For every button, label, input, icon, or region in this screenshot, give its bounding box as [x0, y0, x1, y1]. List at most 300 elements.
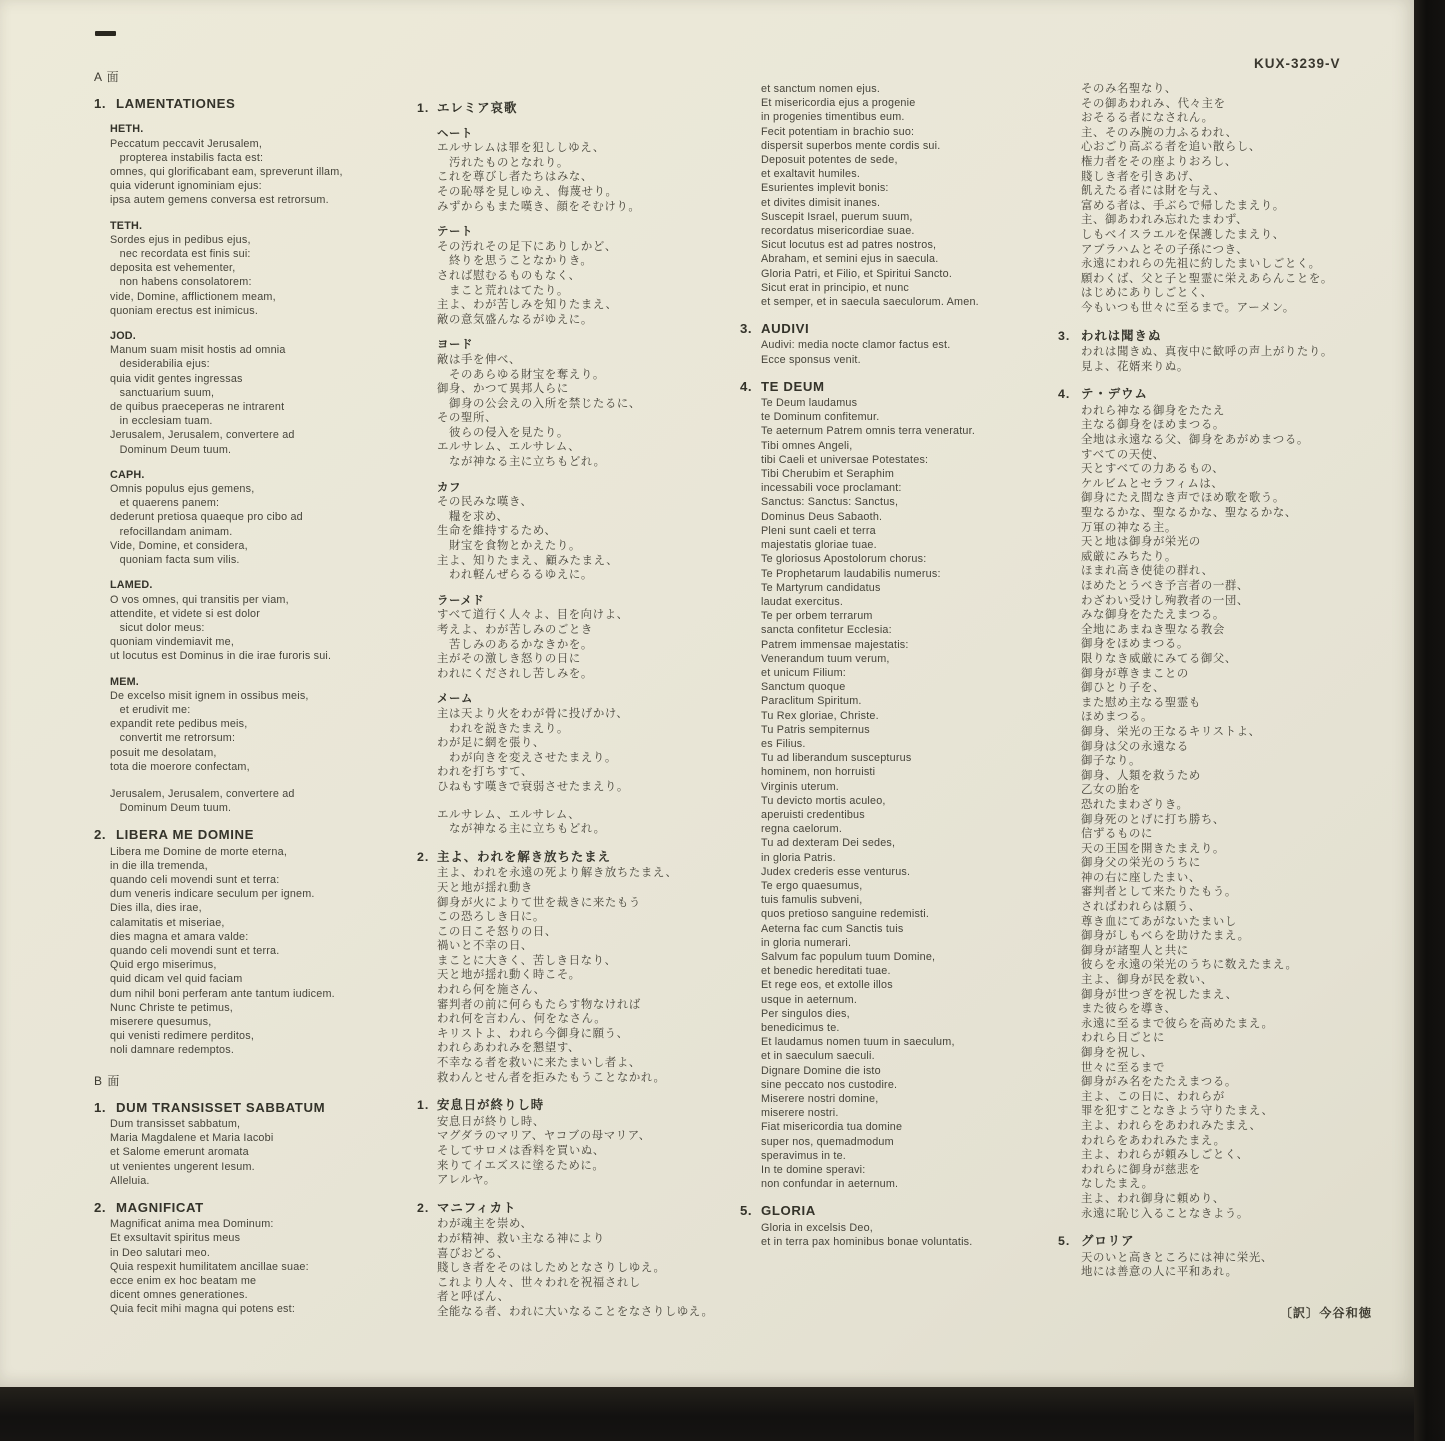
text-line: 主は天より火をわが骨に投げかけ、 [437, 707, 629, 720]
text-line: 御身が尊きまことの [1081, 667, 1189, 680]
text-line: Virginis uterum. [761, 780, 840, 793]
scan-background-bottom [0, 1387, 1414, 1441]
section-heading [94, 97, 414, 111]
text-line: 権力者をその座よりおろし、 [1081, 155, 1237, 168]
text-line: In te domine speravi: [761, 1164, 866, 1177]
section-number: 3. [740, 321, 753, 337]
stanza [1081, 82, 1378, 316]
text-line: te Dominum confitemur. [761, 411, 880, 424]
text-line: われらあわれみを懇望す、 [437, 1042, 580, 1055]
text-line: Tu Patris sempiternus [761, 723, 870, 736]
section-number: 2. [417, 1200, 430, 1215]
text-line: Et exsultavit spiritus meus [110, 1232, 241, 1245]
text-line: その聖所、 [437, 412, 497, 425]
text-line: ut locutus est Dominus in die irae furoris sui. [110, 650, 332, 663]
text-line: qui venisti redimere perditos, [110, 1030, 255, 1043]
text-line: et erudivit me: [110, 703, 191, 716]
text-line: dispersit superbos mente cordis sui. [761, 139, 941, 152]
stanza [437, 353, 737, 470]
text-line: de quibus praeceperas ne intrarent [110, 401, 285, 414]
text-line: 天の王国を開きたまえり。 [1081, 842, 1225, 855]
stanza-heading: MEM. [110, 675, 139, 688]
text-line: まことに大きく、苦しき日なり、 [437, 954, 617, 967]
stanza-heading: テート [437, 226, 473, 239]
text-line: dum veneris indicare seculum per ignem. [110, 888, 315, 901]
section-title: われは聞きぬ [1081, 328, 1162, 343]
text-line: Sordes ejus in pedibus ejus, [110, 233, 251, 246]
text-line: quia vidit gentes ingressas [110, 372, 243, 385]
text-line: わが向きを変えさせたまえり。 [437, 751, 617, 764]
text-line: 全能なる者、われに大いなることをなさりしゆえ。 [437, 1305, 714, 1318]
scan-background-right [1414, 0, 1445, 1441]
text-line: omnes, qui glorificabant eam, spreverunt illam, [110, 166, 343, 179]
text-line: 永遠に至るまで彼らを高めたまえ。 [1081, 1017, 1274, 1030]
text-line: アブラハムとその子孫につき、 [1081, 243, 1249, 256]
text-line: Te ergo quaesumus, [761, 879, 863, 892]
text-line: quando celi movendi sunt et terra. [110, 944, 280, 957]
text-line: なが神なる主に立ちもどれ。 [437, 456, 606, 469]
text-line: in die illa tremenda, [110, 859, 208, 872]
text-line: majestatis gloriae tuae. [761, 539, 877, 552]
text-line: Tu ad liberandum suscepturus [761, 752, 912, 765]
stanza [437, 866, 737, 1085]
text-line: 審判者の前に何らもたらす物なければ [437, 998, 641, 1011]
stanza-heading: メーム [437, 693, 473, 706]
text-line: 罪を犯すことなきよう守りたまえ、 [1081, 1105, 1274, 1118]
text-line: sancta confitetur Ecclesia: [761, 624, 892, 637]
text-line: quoniam vindemiavit me, [110, 636, 235, 649]
text-line: 御身を祝し、 [1081, 1047, 1153, 1059]
text-line: なが神なる主に立ちもどれ。 [437, 823, 606, 836]
stanza [110, 689, 414, 774]
text-line: Peccatum peccavit Jerusalem, [110, 137, 263, 150]
text-line: miserere quesumus, [110, 1015, 212, 1028]
text-line: tota die moerore confectam, [110, 760, 250, 773]
text-line: tuis famulis subveni, [761, 894, 863, 907]
text-line: Te Deum laudamus [761, 397, 858, 410]
text-line: in ecclesiam tuam. [110, 415, 213, 428]
text-line: わが精神、救い主なる神により [437, 1232, 605, 1245]
text-line: 御身死のとげに打ち勝ち、 [1081, 813, 1225, 826]
text-line: ひねもす嘆きで衰弱させたまえり。 [437, 780, 629, 793]
text-line: et semper, et in saecula saeculorum. Amen. [761, 296, 979, 309]
section-title: GLORIA [761, 1203, 816, 1219]
text-line: 主よ、御身が民を救い、 [1081, 974, 1213, 987]
section-title: 主よ、われを解き放ちたまえ [437, 849, 612, 864]
text-line: 賤しき者を引きあげ、 [1081, 170, 1201, 183]
stanza [437, 1115, 737, 1188]
text-line: そしてサロメは香料を買いぬ、 [437, 1145, 605, 1157]
stanza-heading: TETH. [110, 219, 143, 232]
text-line: みな御身をたたえまつる。 [1081, 609, 1225, 622]
stanza [110, 137, 414, 208]
text-line: quoniam facta sum vilis. [110, 554, 240, 567]
text-line: Manum suam misit hostis ad omnia [110, 344, 286, 357]
column-japanese-a [417, 88, 737, 1320]
text-line: expandit rete pedibus meis, [110, 718, 248, 731]
text-line: Te gloriosus Apostolorum chorus: [761, 553, 927, 566]
text-line: 心おごり高ぶる者を追い散らし、 [1081, 141, 1261, 154]
text-line: 御身、人類を救うため [1081, 769, 1201, 782]
text-line: わが足に網を張り、 [437, 737, 545, 750]
text-line: これより人々、世々われを祝福されし [437, 1276, 641, 1289]
text-line: 永遠にわれらの先祖に約したまいしごとく。 [1081, 258, 1321, 271]
text-line: 禍いと不幸の日、 [437, 940, 533, 953]
text-line: キリストよ、われら今御身に願う、 [437, 1027, 629, 1040]
text-line: 尊き血にてあがないたまいし [1081, 915, 1237, 928]
text-line: laudat exercitus. [761, 595, 844, 608]
stanza [110, 593, 414, 664]
text-line: 天と地は御身が栄光の [1081, 536, 1201, 549]
text-line: 喜びおどる、 [437, 1247, 509, 1260]
stanza-heading: カフ [437, 481, 461, 494]
text-line: 永遠に恥じ入ることなきよう。 [1081, 1207, 1249, 1220]
text-line: まこと荒れはてたり。 [437, 284, 569, 297]
section-heading [417, 1201, 737, 1216]
text-line: 全地にあまねき聖なる教会 [1081, 623, 1225, 636]
text-line: 考えよ、わが苦しみのごとき [437, 624, 593, 636]
text-line: Te Prophetarum laudabilis numerus: [761, 567, 941, 580]
text-line: Per singulos dies, [761, 1007, 850, 1020]
text-line: 終りを思うことなかりき。 [437, 255, 593, 268]
text-line: non habens consolatorem: [110, 276, 252, 289]
text-line: すべての天使、 [1081, 448, 1165, 461]
text-line: et divites dimisit inanes. [761, 196, 881, 209]
column-japanese-b [1058, 82, 1378, 1321]
text-line: われを打ちすて、 [437, 766, 534, 779]
text-line: sanctuarium suum, [110, 386, 215, 399]
text-line: ipsa autem gemens conversa est retrorsum. [110, 194, 329, 207]
text-line: われら神なる御身をたたえ [1081, 404, 1225, 417]
text-line: 御身がみ名をたたえまつる。 [1081, 1076, 1237, 1089]
stanza [761, 82, 1055, 309]
text-line: 主よ、わが苦しみを知りたまえ、 [437, 299, 618, 312]
print-registration-mark [95, 31, 116, 36]
stanza [1081, 1251, 1378, 1280]
text-line: はじめにありしごとく、 [1081, 287, 1213, 300]
text-line: 御身は父の永遠なる [1081, 740, 1189, 753]
stanza [437, 707, 737, 795]
text-line: propterea instabilis facta est: [110, 151, 264, 164]
text-line: 敵の意気盛んなるがゆえに。 [437, 313, 593, 326]
text-line: usque in aeternum. [761, 993, 858, 1006]
text-line: Et rege eos, et extolle illos [761, 979, 893, 992]
text-line: attendite, et videte si est dolor [110, 607, 261, 620]
text-line: 主なる御身をほめまつる。 [1081, 419, 1225, 432]
section-title: AUDIVI [761, 321, 810, 337]
text-line: Jerusalem, Jerusalem, convertere ad [110, 787, 295, 800]
text-line: 彼らの侵入を見たり。 [437, 426, 569, 439]
text-line: 全地は永遠なる父、御身をあがめまつる。 [1081, 434, 1309, 447]
text-line: わざわい受けし殉教者の一団、 [1081, 594, 1249, 607]
text-line: et in terra pax hominibus bonae voluntatis. [761, 1235, 973, 1248]
text-line: benedicimus te. [761, 1022, 840, 1034]
text-line: in Deo salutari meo. [110, 1246, 211, 1259]
text-line: その民みな嘆き、 [437, 496, 533, 509]
section-heading [417, 101, 737, 116]
text-line: Sicut erat in principio, et nunc [761, 281, 910, 294]
text-line: エルサレムは罪を犯ししゆえ、 [437, 142, 605, 155]
text-line: 救わんとせん者を拒みたもうことなかれ。 [437, 1071, 666, 1084]
text-line: desiderabilia ejus: [110, 358, 210, 371]
text-line: Paraclitum Spiritum. [761, 695, 862, 708]
stanza-heading: ラーメド [437, 594, 485, 607]
text-line: その汚れその足下にありしかど、 [437, 240, 617, 253]
stanza-heading: JOD. [110, 330, 136, 343]
text-line: Dum transisset sabbatum, [110, 1118, 241, 1130]
text-line: 賤しき者をそのはしためとなさりしゆえ。 [437, 1262, 666, 1275]
text-line: Suscepit Israel, puerum suum, [761, 210, 913, 223]
text-line: 主よ、知りたまえ、顧みたまえ、 [437, 554, 619, 567]
text-line: おそるる者になされん。 [1081, 112, 1214, 125]
text-line: われらをあわれみたまえ。 [1081, 1134, 1226, 1147]
text-line: quos pretioso sanguine redemisti. [761, 908, 930, 921]
text-line: 主、そのみ腕の力ふるわれ、 [1081, 126, 1238, 139]
text-line: sicut dolor meus: [110, 621, 205, 634]
text-line: 地には善意の人に平和あれ。 [1081, 1266, 1238, 1279]
stanza [110, 343, 414, 457]
text-line: 主よ、われを永遠の死より解き放ちたまえ、 [437, 867, 678, 880]
text-line: Deposuit potentes de sede, [761, 154, 898, 167]
catalog-number: KUX-3239-V [1254, 56, 1341, 71]
text-line: speravimus in te. [761, 1149, 847, 1162]
section-title: LIBERA ME DOMINE [116, 827, 255, 843]
text-line: Nunc Christe te petimus, [110, 1001, 234, 1014]
text-line: すべて道行く人々よ、目を向けよ、 [437, 609, 629, 622]
text-line: Jerusalem, Jerusalem, convertere ad [110, 429, 295, 442]
text-line: Tibi Cherubim et Seraphim [761, 468, 895, 481]
section-number: 1. [417, 1098, 430, 1113]
stanza [1081, 345, 1378, 374]
text-line: De excelso misit ignem in ossibus meis, [110, 689, 309, 702]
text-line: マグダラのマリア、ヤコブの母マリア、 [437, 1130, 651, 1143]
section-number: 3. [1058, 328, 1071, 343]
text-line: aperuisti credentibus [761, 808, 865, 821]
stanza-heading: ヘート [437, 127, 473, 140]
stanza-gap [417, 795, 737, 808]
text-line: 不幸なる者を救いに来たまいし者よ、 [437, 1057, 641, 1070]
text-line: 天のいと高きところには神に栄光、 [1081, 1251, 1273, 1264]
text-line: ほめたとうべき予言者の一群、 [1081, 580, 1249, 592]
stanza [761, 1221, 1055, 1249]
text-line: Dignare Domine die isto [761, 1064, 881, 1077]
side-label: A 面 [94, 70, 120, 84]
text-line: さればわれらは願う、 [1081, 901, 1201, 914]
text-line: この日こそ怒りの日、 [437, 925, 557, 938]
text-line: 主がその激しき怒りの日に [437, 653, 581, 666]
text-line: convertit me retrorsum: [110, 732, 236, 745]
text-line: dum nihil boni perferam ante tantum iudicem. [110, 987, 335, 1000]
text-line: deposita est vehementer, [110, 262, 236, 275]
section-title: テ・デウム [1081, 387, 1148, 402]
text-line: Ecce sponsus venit. [761, 353, 861, 366]
text-line: et in saeculum saeculi. [761, 1050, 875, 1063]
text-line: Judex crederis esse venturus. [761, 865, 911, 878]
text-line: dicent omnes generationes. [110, 1289, 248, 1302]
text-line: ケルビムとセラフィムは、 [1081, 477, 1224, 490]
text-line: dederunt pretiosa quaeque pro cibo ad [110, 511, 303, 524]
section-number: 2. [94, 1200, 107, 1216]
text-line: 御身、かつて異邦人らに [437, 383, 569, 396]
column-latin-a [94, 70, 414, 1317]
text-line: Gloria Patri, et Filio, et Spiritui Sancto. [761, 267, 953, 280]
text-line: 万軍の神なる主。 [1081, 521, 1177, 534]
section-number: 1. [94, 1099, 107, 1115]
text-line: Gloria in excelsis Deo, [761, 1221, 874, 1234]
text-line: われらに御身が慈悲を [1081, 1163, 1201, 1176]
text-line: 彼らを永遠の栄光のうちに数えたまえ。 [1081, 959, 1298, 972]
section-heading [740, 322, 1055, 336]
text-line: Sanctum quoque [761, 681, 846, 694]
text-line: 御身、栄光の王なるキリストよ、 [1081, 725, 1261, 738]
text-line: ut venientes ungerent Iesum. [110, 1160, 255, 1173]
stanza [110, 1217, 414, 1316]
text-line: 御身が世つぎを祝したまえ、 [1081, 988, 1238, 1001]
text-line: et quaerens panem: [110, 497, 220, 510]
text-line: in progenies timentibus eum. [761, 111, 905, 124]
text-line: nec recordata est finis sui: [110, 248, 251, 261]
text-line: この恐ろしき日に。 [437, 911, 545, 924]
text-line: われ何を言わん、何をなさん。 [437, 1013, 607, 1026]
text-line: 願わくば、父と子と聖霊に栄えあらんことを。 [1081, 272, 1333, 285]
stanza-heading: HETH. [110, 123, 144, 136]
text-line: エルサレム、エルサレム、 [437, 808, 581, 821]
text-line: Et laudamus nomen tuum in saeculum, [761, 1036, 955, 1049]
section-heading [1058, 329, 1378, 344]
text-line: 御身の公会えの入所を禁じたるに、 [437, 397, 641, 410]
stanza [110, 845, 414, 1058]
section-heading [417, 1098, 737, 1113]
text-line: 信ずるものに [1081, 828, 1153, 841]
text-line: et sanctum nomen ejus. [761, 83, 881, 95]
stanza-heading: CAPH. [110, 468, 145, 481]
stanza [437, 495, 737, 583]
stanza [437, 1217, 737, 1319]
text-line: non confundar in aeternum. [761, 1178, 899, 1191]
section-heading [740, 1204, 1055, 1218]
text-line: 天と地が揺れ動く時こそ。 [437, 969, 581, 982]
text-line: 御身にたえ間なき声でほめ歌を歌う。 [1081, 492, 1285, 505]
text-line: そのみ名聖なり、 [1081, 83, 1177, 95]
text-line: miserere nostri. [761, 1107, 839, 1120]
text-line: Omnis populus ejus gemens, [110, 483, 255, 496]
text-line: ほまれ高き使徒の群れ、 [1081, 565, 1214, 578]
section-heading [1058, 387, 1378, 402]
text-line: 汚れたものとなれり。 [437, 156, 569, 169]
text-line: Tu devicto mortis aculeo, [761, 794, 886, 807]
text-line: 主よ、われらが頼みしごとく、 [1081, 1149, 1249, 1162]
text-line: Abraham, et semini ejus in saecula. [761, 253, 939, 266]
text-line: 飢えたる者には財を与え、 [1081, 185, 1226, 198]
text-line: Te per orbem terrarum [761, 610, 873, 623]
section-number: 2. [94, 827, 107, 843]
text-line: 世々に至るまで [1081, 1061, 1165, 1074]
section-heading [740, 380, 1055, 394]
text-line: Maria Magdalene et Maria Iacobi [110, 1132, 274, 1145]
text-line: その御あわれみ、代々主を [1081, 97, 1226, 110]
text-line: 天とすべての力あるもの、 [1081, 463, 1225, 476]
stanza [110, 1117, 414, 1188]
text-line: refocillandam animam. [110, 525, 233, 538]
text-line: Dominum Deum tuum. [110, 443, 232, 456]
section-title: エレミア哀歌 [437, 101, 518, 115]
text-line: また彼らを導き、 [1081, 1003, 1177, 1016]
text-line: 限りなき威厳にみてる御父、 [1081, 652, 1237, 665]
text-line: dies magna et amara valde: [110, 930, 249, 943]
text-line: 今もいつも世々に至るまで。アーメン。 [1081, 301, 1295, 314]
section-heading [94, 828, 414, 842]
section-title: グロリア [1081, 1234, 1135, 1249]
text-line: vide, Domine, afflictionem meam, [110, 290, 276, 303]
text-line: 聖なるかな、聖なるかな、聖なるかな、 [1081, 507, 1297, 520]
stanza-heading: ヨード [437, 339, 473, 352]
text-line: 苦しみのあるかなきかを。 [437, 638, 593, 651]
section-title: マニフィカト [437, 1200, 517, 1215]
text-line: O vos omnes, qui transitis per viam, [110, 593, 289, 606]
text-line: 神の右に座したまい、 [1081, 871, 1201, 884]
text-line: わが魂主を崇め、 [437, 1218, 533, 1231]
text-line: Aeterna fac cum Sanctis tuis [761, 922, 904, 935]
text-line: Fecit potentiam in brachio suo: [761, 125, 915, 138]
section-heading [94, 1101, 414, 1115]
translator-credit: 〔訳〕今谷和徳 [1279, 1305, 1372, 1320]
text-line: Quia respexit humilitatem ancillae suae: [110, 1260, 309, 1273]
text-line: われら日ごとに [1081, 1032, 1165, 1045]
text-line: 御子なり。 [1081, 755, 1141, 768]
text-line: es Filius. [761, 737, 806, 750]
text-line: Dominus Deus Sabaoth. [761, 510, 883, 523]
text-line: 御ひとり子を、 [1081, 682, 1165, 695]
text-line: Te Martyrum candidatus [761, 581, 881, 594]
text-line: quoniam erectus est inimicus. [110, 304, 259, 317]
text-line: recordatus misericordiae suae. [761, 225, 915, 238]
section-number: 1. [94, 96, 107, 112]
section-number: 2. [417, 849, 430, 864]
text-line: Tu ad dexteram Dei sedes, [761, 837, 896, 850]
text-line: et unicum Filium: [761, 666, 846, 679]
text-line: Venerandum tuum verum, [761, 652, 890, 665]
text-line: et exaltavit humiles. [761, 168, 861, 181]
text-line: in gloria numerari. [761, 936, 852, 949]
text-line: 恐れたまわざりき。 [1081, 798, 1189, 811]
text-line: 乙女の胎を [1081, 784, 1141, 797]
text-line: みずからもまた嘆き、顔をそむけり。 [437, 200, 641, 213]
text-line: et benedic hereditati tuae. [761, 965, 891, 978]
text-line: されば慰むるものもなく、 [437, 269, 581, 282]
section-title: MAGNIFICAT [116, 1200, 204, 1216]
section-title: DUM TRANSISSET SABBATUM [116, 1099, 326, 1115]
text-line: 主よ、この日に、われらが [1081, 1090, 1225, 1103]
text-line: et Salome emerunt aromata [110, 1146, 249, 1159]
text-line: アレルヤ。 [437, 1174, 496, 1187]
section-number: 4. [740, 378, 753, 394]
text-line: 来りてイエズスに塗るために。 [437, 1159, 605, 1172]
stanza [1081, 404, 1378, 1221]
text-line: Quia fecit mihi magna qui potens est: [110, 1303, 296, 1316]
text-line: super nos, quemadmodum [761, 1135, 894, 1148]
text-line: 威厳にみちたり。 [1081, 550, 1177, 563]
section-number: 4. [1058, 387, 1071, 402]
text-line: 御身をほめまつる。 [1081, 638, 1189, 651]
text-line: われら何を施さん、 [437, 984, 546, 997]
text-line: Pleni sunt caeli et terra [761, 524, 876, 537]
text-line: われ軽んぜらるるゆえに。 [437, 569, 593, 582]
text-line: posuit me desolatam, [110, 746, 217, 759]
text-line: Dies illa, dies irae, [110, 902, 202, 915]
text-line: 主よ、われ御身に頼めり、 [1081, 1192, 1225, 1205]
text-line: 生命を維持するため、 [437, 525, 557, 538]
text-line: その恥辱を見しゆえ、侮蔑せり。 [437, 185, 618, 198]
